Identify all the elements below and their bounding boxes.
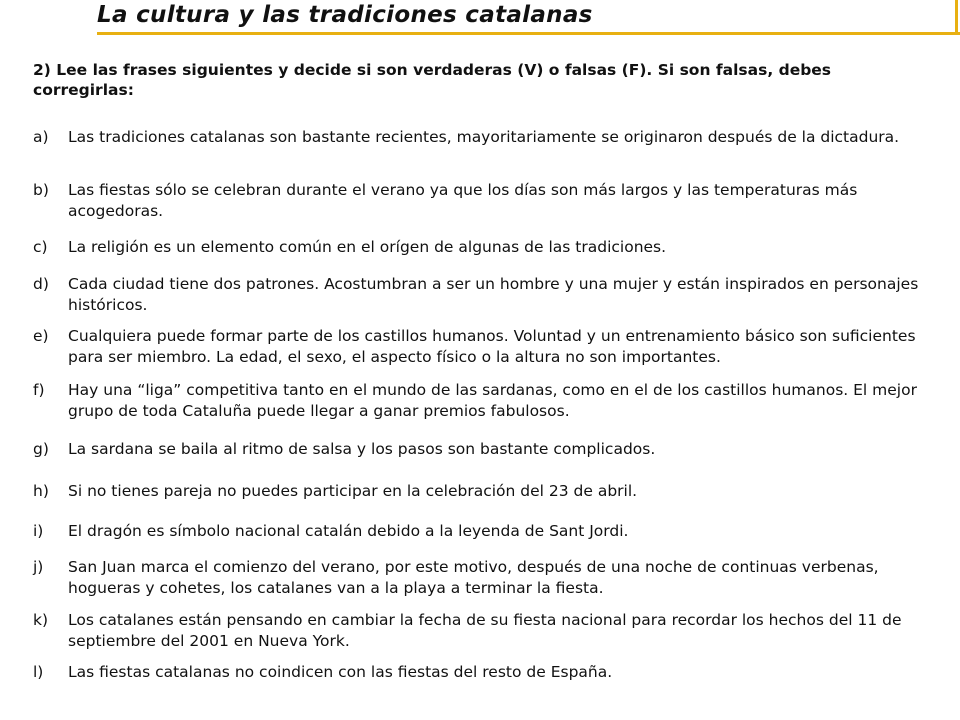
item-letter: i)	[33, 522, 44, 540]
item-letter: c)	[33, 238, 48, 256]
list-item-g	[33, 439, 933, 460]
item-text: El dragón es símbolo nacional catalán debido a la leyenda de Sant Jordi.	[68, 522, 629, 540]
item-text: Los catalanes están pensando en cambiar la fecha de su fiesta nacional para recordar los hechos del 11 de septiembre del 2001 en Nueva York.	[68, 611, 902, 650]
list-item-d	[33, 274, 933, 316]
item-text: Cualquiera puede formar parte de los castillos humanos. Voluntad y un entrenamiento básico son suficientes para ser miembro. La edad, el sexo, el aspecto físico o la altura no son importantes.	[68, 327, 916, 366]
list-item-e	[33, 326, 933, 368]
list-item-j	[33, 557, 933, 599]
title-bar	[0, 0, 960, 40]
item-letter: g)	[33, 440, 49, 458]
item-text: Las tradiciones catalanas son bastante recientes, mayoritariamente se originaron después de la dictadura.	[68, 128, 900, 146]
item-text: San Juan marca el comienzo del verano, por este motivo, después de una noche de continuas verbenas, hogueras y cohetes, los catalanes van a la playa a terminar la fiesta.	[68, 558, 879, 597]
title-underline	[97, 32, 960, 35]
list-item-i	[33, 521, 933, 542]
item-letter: b)	[33, 181, 49, 199]
page-title: La cultura y las tradiciones catalanas	[97, 2, 593, 28]
item-letter: d)	[33, 275, 49, 293]
item-text: La sardana se baila al ritmo de salsa y los pasos son bastante complicados.	[68, 440, 656, 458]
item-text: Las fiestas sólo se celebran durante el verano ya que los días son más largos y las temperaturas más acogedoras.	[68, 181, 858, 220]
list-item-c	[33, 237, 933, 258]
list-item-a	[33, 127, 933, 148]
item-letter: k)	[33, 611, 49, 629]
list-item-b	[33, 180, 933, 222]
item-text: Si no tienes pareja no puedes participar en la celebración del 23 de abril.	[68, 482, 638, 500]
list-item-l	[33, 662, 933, 683]
item-letter: h)	[33, 482, 49, 500]
list-item-f	[33, 380, 933, 422]
item-letter: f)	[33, 381, 45, 399]
item-letter: j)	[33, 558, 44, 576]
item-text: Hay una “liga” competitiva tanto en el mundo de las sardanas, como en el de los castillos humanos. El mejor grupo de toda Cataluña puede llegar a ganar premios fabulosos.	[68, 381, 917, 420]
item-text: Cada ciudad tiene dos patrones. Acostumbran a ser un hombre y una mujer y están inspirados en personajes históricos.	[68, 275, 919, 314]
item-letter: e)	[33, 327, 49, 345]
list-item-h	[33, 481, 933, 502]
list-item-k	[33, 610, 933, 652]
item-text: Las fiestas catalanas no coindicen con las fiestas del resto de España.	[68, 663, 613, 681]
title-vertical-rule	[955, 0, 958, 35]
item-letter: l)	[33, 663, 44, 681]
item-letter: a)	[33, 128, 49, 146]
instruction-text: 2) Lee las frases siguientes y decide si son verdaderas (V) o falsas (F). Si son falsas, debes corregirlas:	[33, 61, 832, 99]
item-text: La religión es un elemento común en el orígen de algunas de las tradiciones.	[68, 238, 667, 256]
